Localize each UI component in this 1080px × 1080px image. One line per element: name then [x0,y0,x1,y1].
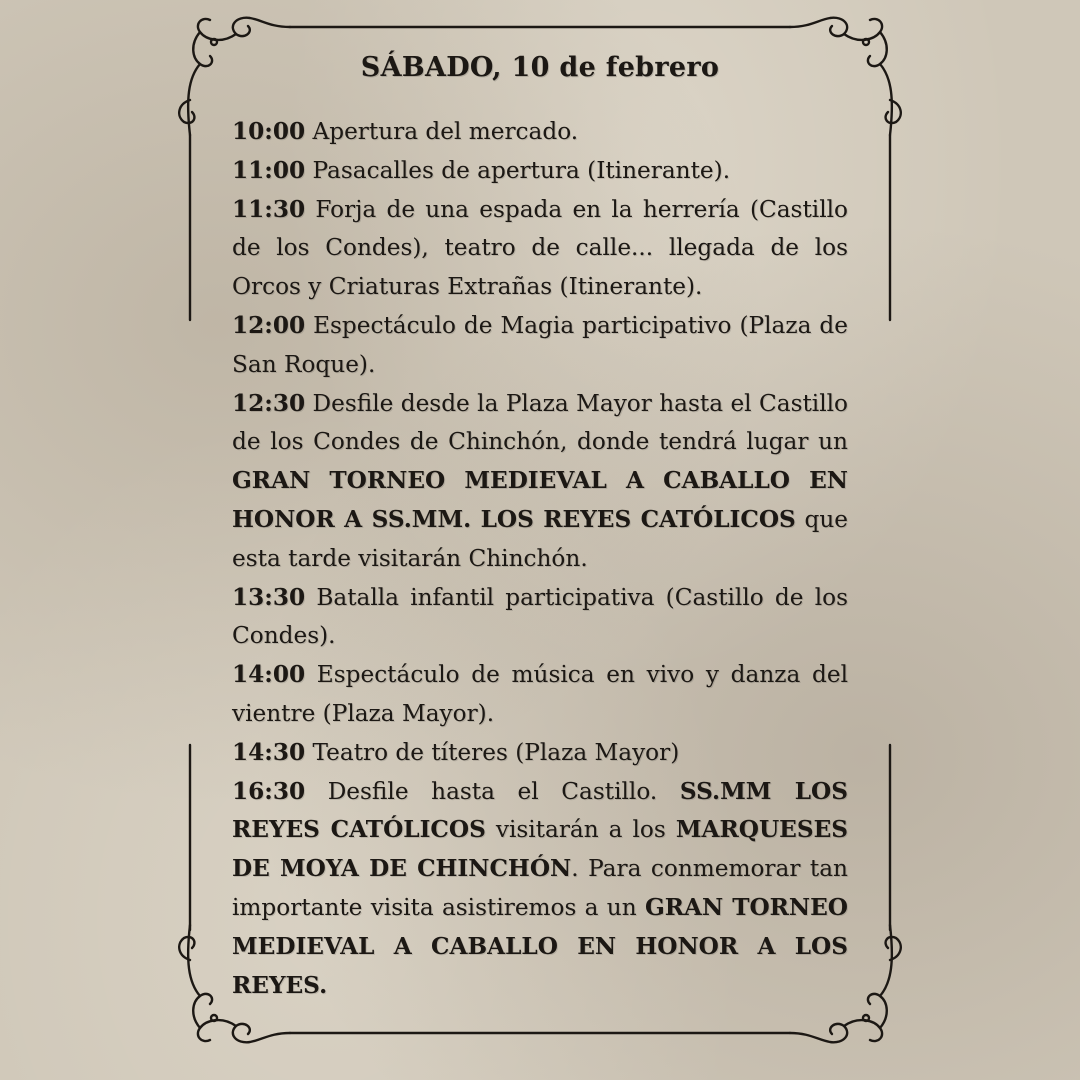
schedule-list [232,113,848,1005]
entry-highlight: GRAN TORNEO MEDIEVAL A CABALLO EN HONOR A SS.MM. LOS REYES CATÓLICOS [232,467,848,533]
entry-text: Batalla infantil participativa (Castillo de los Condes). [232,583,848,650]
entry-time: 12:30 [232,389,306,417]
entry-text: Forja de una espada en la herrería (Castillo de los Condes), teatro de calle... llegada de los Orcos y Criaturas Extrañas (Itinerante). [232,195,848,301]
entry-text: Teatro de títeres (Plaza Mayor) [305,738,680,766]
entry-text: Espectáculo de Magia participativo (Plaza de San Roque). [232,311,848,378]
entry-time: 16:30 [232,777,306,805]
entry-time: 14:30 [232,738,306,766]
entry-time: 12:00 [232,311,306,339]
entry-highlight: GRAN TORNEO MEDIEVAL A CABALLO EN HONOR A LOS REYES. [232,893,848,999]
schedule-entry [232,734,848,773]
entry-time: 11:00 [232,156,306,184]
schedule-entry [232,307,848,385]
page-title: SÁBADO, 10 de febrero [360,52,720,83]
entry-time: 13:30 [232,583,306,611]
schedule-entry [232,773,848,1006]
entry-time: 10:00 [232,118,306,145]
entry-highlight: SS.MM LOS REYES CATÓLICOS [232,777,848,844]
schedule-entry [232,579,848,657]
entry-text: Apertura del mercado. [305,118,579,145]
schedule-entry [232,191,848,307]
entry-text: que esta tarde visitarán Chinchón. [232,505,848,572]
entry-text: Desfile desde la Plaza Mayor hasta el Castillo de los Condes de Chinchón, donde tendrá lugar un [232,389,848,456]
schedule-entry [232,152,848,191]
entry-time: 11:30 [232,195,306,223]
schedule-entry [232,656,848,734]
schedule-entry [232,113,848,152]
schedule-entry [232,385,848,579]
entry-text: . Para conmemorar tan importante visita asistiremos a un [232,855,848,921]
entry-text: Desfile hasta el Castillo. [305,777,680,805]
entry-highlight: MARQUESES DE MOYA DE CHINCHÓN [232,816,849,883]
entry-time: 14:00 [232,661,306,689]
entry-text: visitarán a los [485,816,676,844]
entry-text: Pasacalles de apertura (Itinerante). [305,156,731,184]
entry-text: Espectáculo de música en vivo y danza del vientre (Plaza Mayor). [232,661,848,727]
